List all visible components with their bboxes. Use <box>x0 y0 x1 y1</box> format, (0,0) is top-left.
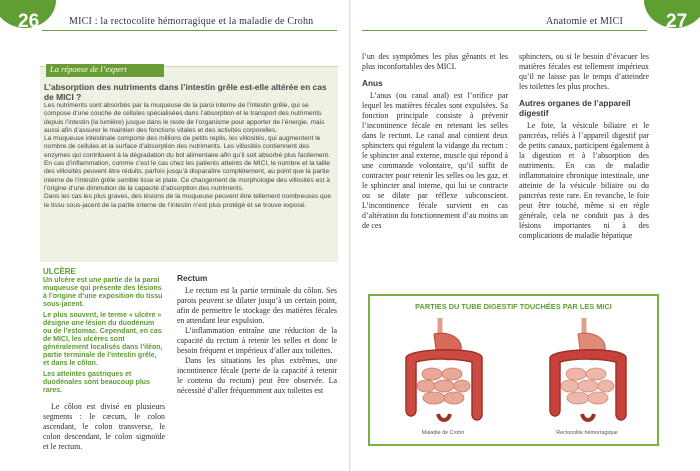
header-rule-right <box>362 30 647 31</box>
rectum-heading: Rectum <box>177 273 208 283</box>
rectum-section <box>177 273 337 396</box>
page-gutter <box>349 0 351 471</box>
expert-paragraph: En cas d’inflammation, comme c’est le cas chez les patients atteints de MICI, le nombre et la taille des villosités peuvent être réduits, parfois jusqu’à disparaître complètement, au point que la partie interne de l’intestin grêle semble lisse et plate. Ce changement de morphologie des villosités est à l’origine d’une diminution de la capacité d’absorption des nutriments. <box>44 160 330 192</box>
header-rule-left <box>42 30 337 31</box>
ulcere-text <box>43 277 163 395</box>
rectum-shape <box>438 414 450 420</box>
running-title-left: MICI : la rectocolite hémorragique et la maladie de Crohn <box>69 16 314 27</box>
digestive-tract-figure <box>368 294 659 446</box>
colon-segments-text <box>43 402 165 452</box>
expert-paragraph: Dans les cas les plus graves, des lésions de la muqueuse peuvent être tellement nombreuses que le tissu sous-jacent de la partie interne de l’intestin n’est plus protégé et se trouve exposé. <box>44 193 331 209</box>
ulcere-sidebar <box>43 267 163 394</box>
body-paragraph: L’inflammation entraîne une réduction de la capacité du rectum à retenir les selles et donc le besoin fréquent et impérieux d’aller aux toilettes. <box>177 326 337 355</box>
caption-crohn: Maladie de Crohn <box>421 430 465 436</box>
expert-paragraph: La muqueuse intestinale comporte des millions de petits replis, les villosités, qui augmentent le nombre de cellules et la surface d’absorption des nutriments. Les villosités contiennent des enzymes qui contribuent à la dégradation du bol alimentaire afin qu’il soit absorbé plus facilement. <box>44 135 330 159</box>
anus-heading: Anus <box>362 78 383 88</box>
crohn-illustration <box>384 318 504 428</box>
page-number-left: 26 <box>18 11 40 32</box>
small-intestine-shape <box>417 368 470 404</box>
body-paragraph: sphincters, ou si le besoin d’évacuer les matières fécales est tellement impérieux qu’il ne laisse pas le temps d’atteindre les toilettes les plus proches. <box>519 52 649 91</box>
running-title-right: Anatomie et MICI <box>546 16 624 27</box>
figure-title: PARTIES DU TUBE DIGESTIF TOUCHÉES PAR LES MICI <box>415 302 612 311</box>
other-organs-heading: Autres organes de l’appareil digestif <box>519 98 631 118</box>
ulcere-paragraph: Les atteintes gastriques et duodénales sont beaucoup plus rares. <box>43 371 150 394</box>
expert-question: L’absorption des nutriments dans l’intestin grêle est-elle altérée en cas de MICI ? <box>44 82 327 102</box>
body-paragraph: l’un des symptômes les plus gênants et les plus inconfortables des MICI. <box>362 52 508 71</box>
small-intestine-shape <box>561 368 614 404</box>
caption-rch: Rectocolite hémorragique <box>556 430 618 436</box>
body-paragraph: Le foie, la vésicule biliaire et le pancréas, reliés à l’appareil digestif par de petits canaux, participent également à la digestion et à l’absorption des nutriments. En cas de maladie inflammatoire chronique intestinale, une atteinte de la vésicule biliaire ou du pancréas reste rare. En revanche, le foie peut être touché, même si en règle générale, cela ne conduit pas à des lésions importantes ni à des complications de maladie hépatique <box>519 121 649 240</box>
expert-tab <box>46 64 164 77</box>
body-paragraph: L’anus (ou canal anal) est l’orifice par lequel les matières fécales sont expulsées. Sa fonction principale consiste à prévenir l’incontinence fécale en retenant les selles dans le rectum. Le canal anal contient deux sphincters qui régulent la vidange du rectum : le sphincter anal externe, muscle qui répond à une commande volontaire, qu’il suffit de contracter pour retenir les selles ou les gaz, et le sphincter anal interne, qui lui se contracte ou se dilate par réflexe subconscient. L’incontinence fécale survient en cas d’altération du fonctionnement d’au moins un de ces <box>362 91 508 230</box>
ulcere-paragraph: Le plus souvent, le terme « ulcère » désigne une lésion du duodénum ou de l’estomac. Cependant, en cas de MICI, les ulcères sont généralement localisés dans l’iléon, partie terminale de l’intestin grêle, et dans le côlon. <box>43 312 163 367</box>
rch-illustration <box>528 318 648 428</box>
ulcere-title: ULCÈRE <box>43 267 76 276</box>
right-column-2 <box>519 52 649 241</box>
body-paragraph: Dans les situations les plus extrêmes, une incontinence fécale (perte de la capacité à retenir le contenu du rectum) peut être observée. La nécessité d’aller fréquemment aux toilettes est <box>177 356 337 395</box>
expert-paragraph: Les nutriments sont absorbés par la muqueuse de la paroi interne de l’intestin grêle, qui se compose d’une couche de cellules spécialisées dans l’absorption et le transport des nutriments depuis l’intestin (la lumière) jusque dans le reste de l’organisme pour apporter de l’énergie, mais aussi afin d’assurer le maintien des fonctions vitales et des activités corporelles. <box>44 102 325 134</box>
body-paragraph: Le rectum est la partie terminale du côlon. Ses parois peuvent se dilater jusqu’à un certain point, afin de permettre le stockage des matières fécales en attendant leur expulsion. <box>177 286 337 325</box>
page-number-right: 27 <box>666 11 688 32</box>
expert-answer-text <box>44 102 336 210</box>
expert-tab-label: La réponse de l’expert <box>50 64 127 74</box>
rectum-shape <box>582 414 594 420</box>
body-paragraph: Le côlon est divisé en plusieurs segments : le cæcum, le colon ascendant, le colon transverse, le colon descendant, le colon sigmoïde et le rectum. <box>43 402 165 451</box>
ulcere-paragraph: Un ulcère est une partie de la paroi muqueuse qui présente des lésions à l’origine d’une exposition du tissu sous-jacent. <box>43 277 163 308</box>
right-column-1 <box>362 52 508 231</box>
